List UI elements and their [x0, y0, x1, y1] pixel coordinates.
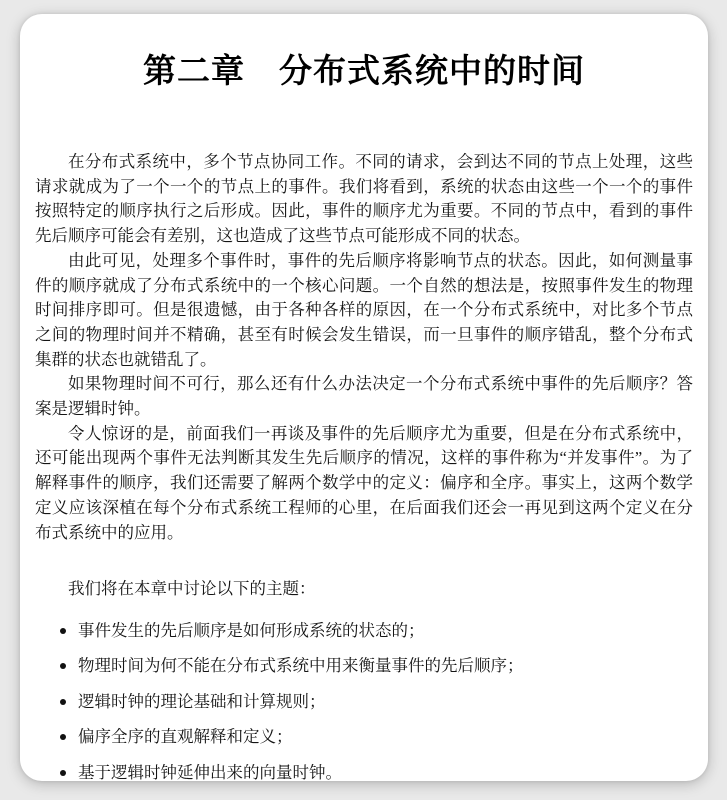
topic-label: 基于逻辑时钟延伸出来的向量时钟。 [78, 762, 342, 782]
topic-item [35, 725, 693, 750]
topic-item [35, 619, 693, 644]
bullet-icon [60, 734, 66, 740]
topics-intro: 我们将在本章中讨论以下的主题： [68, 579, 316, 599]
paragraph: 令人惊讶的是，前面我们一再谈及事件的先后顺序尤为重要，但是在分布式系统中，还可能出现两个事件无法判断其发生先后顺序的情况，这样的事件称为“并发事件”。为了解释事件的顺序，我们还需要了解两个数学中的定义：偏序和全序。事实上，这两个数学定义应该深植在每个分布式系统工程师的心里，在后面我们还会一再见到这两个定义在分布式系统中的应用。 [35, 423, 693, 542]
chapter-body [35, 150, 693, 545]
topic-label: 事件发生的先后顺序是如何形成系统的状态的； [78, 620, 425, 640]
topic-item [35, 761, 693, 786]
book-page [20, 14, 708, 781]
topic-list [35, 619, 693, 785]
topic-label: 物理时间为何不能在分布式系统中用来衡量事件的先后顺序； [78, 656, 524, 676]
chapter-title: 第二章 分布式系统中的时间 [143, 54, 585, 90]
paragraph: 由此可见，处理多个事件时，事件的先后顺序将影响节点的状态。因此，如何测量事件的顺序就成了分布式系统中的一个核心问题。一个自然的想法是，按照事件发生的物理时间排序即可。但是很遗憾，由于各种各样的原因，在一个分布式系统中，对比多个节点之间的物理时间并不精确，甚至有时候会发生错误，而一旦事件的顺序错乱，整个分布式集群的状态也就错乱了。 [35, 250, 693, 369]
bullet-icon [60, 770, 66, 776]
paragraph: 在分布式系统中，多个节点协同工作。不同的请求，会到达不同的节点上处理，这些请求就成为了一个一个的节点上的事件。我们将看到，系统的状态由这些一个一个的事件按照特定的顺序执行之后形成。因此，事件的顺序尤为重要。不同的节点中，看到的事件先后顺序可能会有差别，这也造成了这些节点可能形成不同的状态。 [35, 152, 693, 246]
bullet-icon [60, 663, 66, 669]
bullet-icon [60, 699, 66, 705]
topic-item [35, 654, 693, 679]
topic-item [35, 690, 693, 715]
bullet-icon [60, 628, 66, 634]
topic-label: 逻辑时钟的理论基础和计算规则； [78, 691, 326, 711]
topic-label: 偏序全序的直观解释和定义； [78, 727, 293, 747]
paragraph: 如果物理时间不可行，那么还有什么办法决定一个分布式系统中事件的先后顺序？答案是逻辑时钟。 [35, 374, 693, 419]
